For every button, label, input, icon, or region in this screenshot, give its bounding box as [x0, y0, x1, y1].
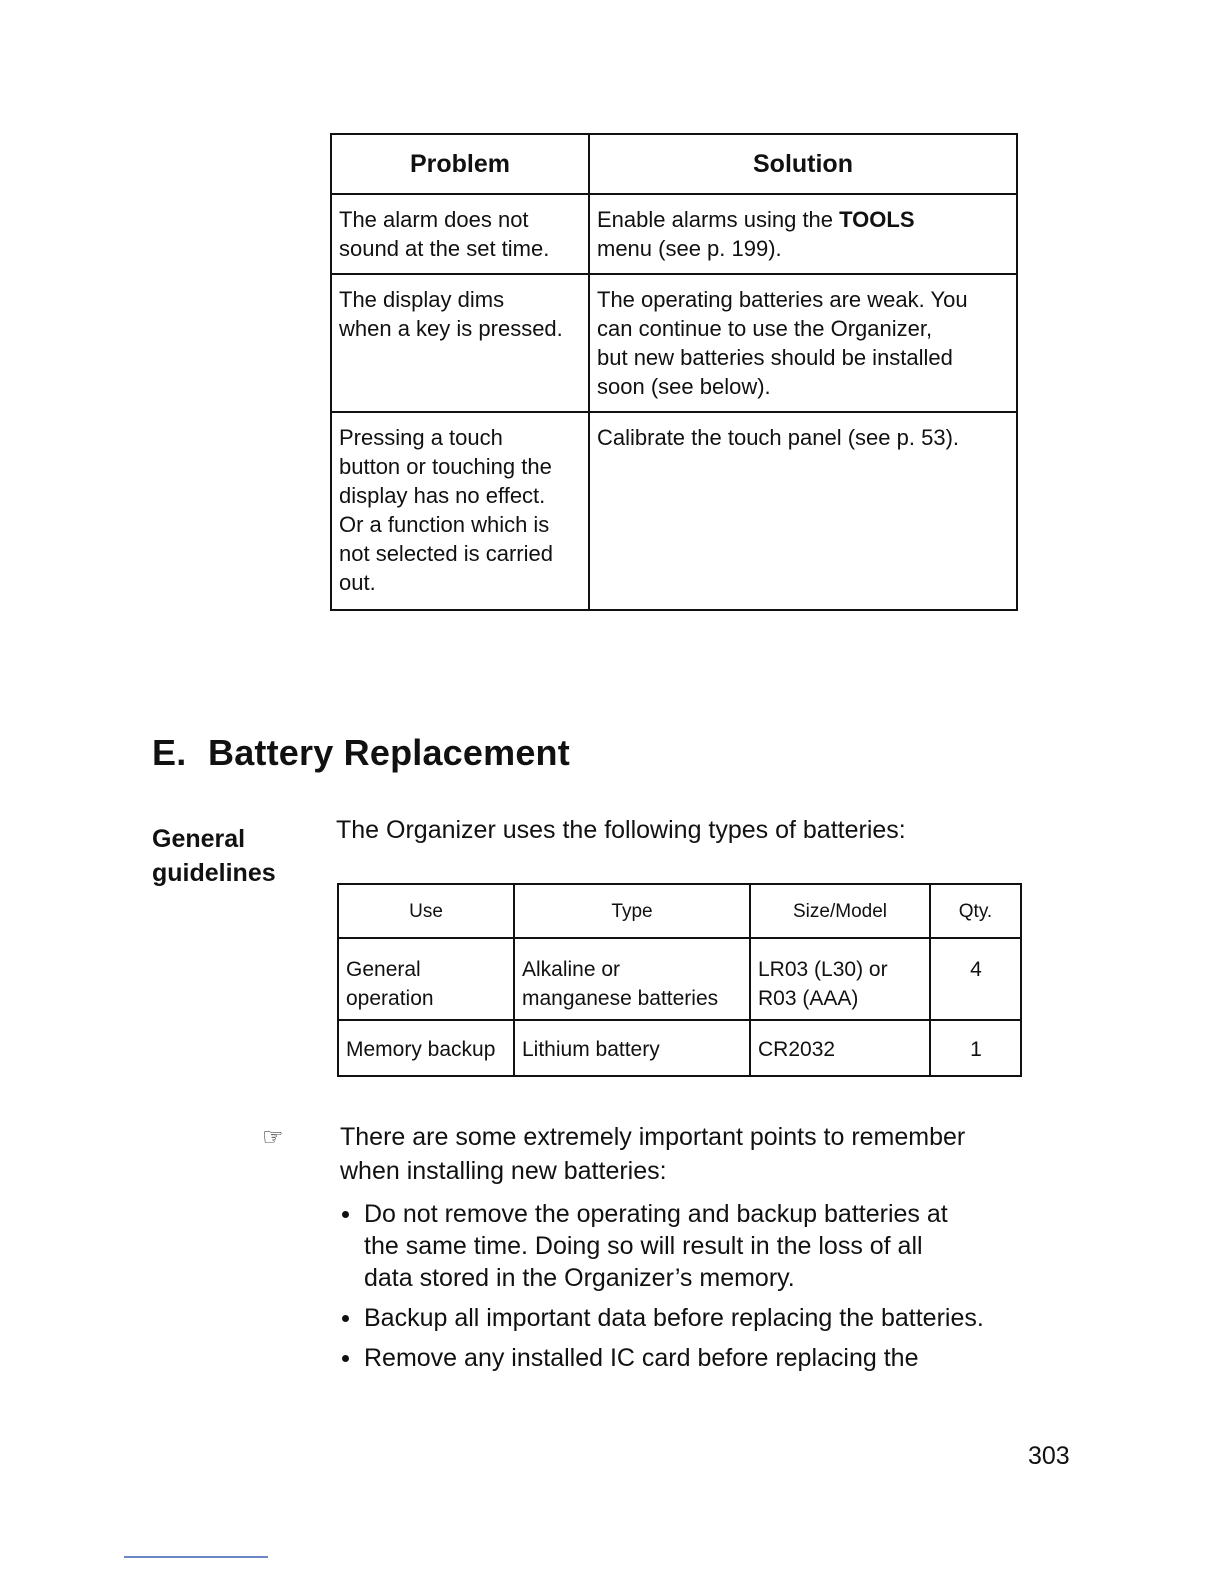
- use-cell: Memory backup: [338, 1020, 514, 1076]
- type-cell: Lithium battery: [514, 1020, 750, 1076]
- qty-cell: 4: [930, 938, 1021, 1020]
- battery-table: [337, 883, 1022, 1077]
- problem-cell: Pressing a touch button or touching the display has no effect. Or a function which is not selected is carried out.: [331, 412, 589, 610]
- qty-cell: 1: [930, 1020, 1021, 1076]
- pointing-hand-icon: ☞: [262, 1124, 284, 1151]
- solution-cell: Calibrate the touch panel (see p. 53).: [589, 412, 1017, 610]
- header-problem: Problem: [331, 134, 589, 194]
- header-type: Type: [514, 884, 750, 938]
- section-heading: [152, 732, 570, 774]
- bullet-list: [340, 1198, 1040, 1382]
- list-item: Backup all important data before replacing the batteries.: [340, 1302, 1040, 1334]
- table-header-row: [338, 884, 1021, 938]
- footer-rule: [124, 1556, 268, 1558]
- table-header-row: [331, 134, 1017, 194]
- troubleshooting-table: [330, 133, 1018, 611]
- table-row: [338, 938, 1021, 1020]
- page-number: 303: [1028, 1442, 1070, 1470]
- intro-text: The Organizer uses the following types of batteries:: [336, 816, 906, 844]
- table-row: [331, 412, 1017, 610]
- size-cell: CR2032: [750, 1020, 930, 1076]
- header-use: Use: [338, 884, 514, 938]
- bullet-icon: [342, 1211, 349, 1218]
- table-row: [338, 1020, 1021, 1076]
- use-cell: General operation: [338, 938, 514, 1020]
- bullet-icon: [342, 1355, 349, 1362]
- section-title: Battery Replacement: [208, 732, 570, 773]
- header-size: Size/Model: [750, 884, 930, 938]
- problem-cell: The display dims when a key is pressed.: [331, 274, 589, 412]
- header-solution: Solution: [589, 134, 1017, 194]
- side-heading: General guidelines: [152, 825, 276, 887]
- size-cell: LR03 (L30) or R03 (AAA): [750, 938, 930, 1020]
- solution-cell: Enable alarms using the TOOLS menu (see p. 199).: [589, 194, 1017, 274]
- solution-cell: The operating batteries are weak. You can continue to use the Organizer, but new batteries should be installed soon (see below).: [589, 274, 1017, 412]
- list-item: Do not remove the operating and backup batteries at the same time. Doing so will result in the loss of all data stored in the Organizer’s memory.: [340, 1198, 1040, 1294]
- note-text: There are some extremely important points to remember when installing new batteries:: [340, 1123, 966, 1185]
- type-cell: Alkaline or manganese batteries: [514, 938, 750, 1020]
- header-qty: Qty.: [930, 884, 1021, 938]
- table-row: [331, 194, 1017, 274]
- problem-cell: The alarm does not sound at the set time.: [331, 194, 589, 274]
- section-letter: E.: [152, 732, 187, 773]
- bullet-icon: [342, 1315, 349, 1322]
- tools-menu-name: TOOLS: [839, 207, 915, 232]
- list-item: Remove any installed IC card before replacing the: [340, 1342, 1040, 1374]
- table-row: [331, 274, 1017, 412]
